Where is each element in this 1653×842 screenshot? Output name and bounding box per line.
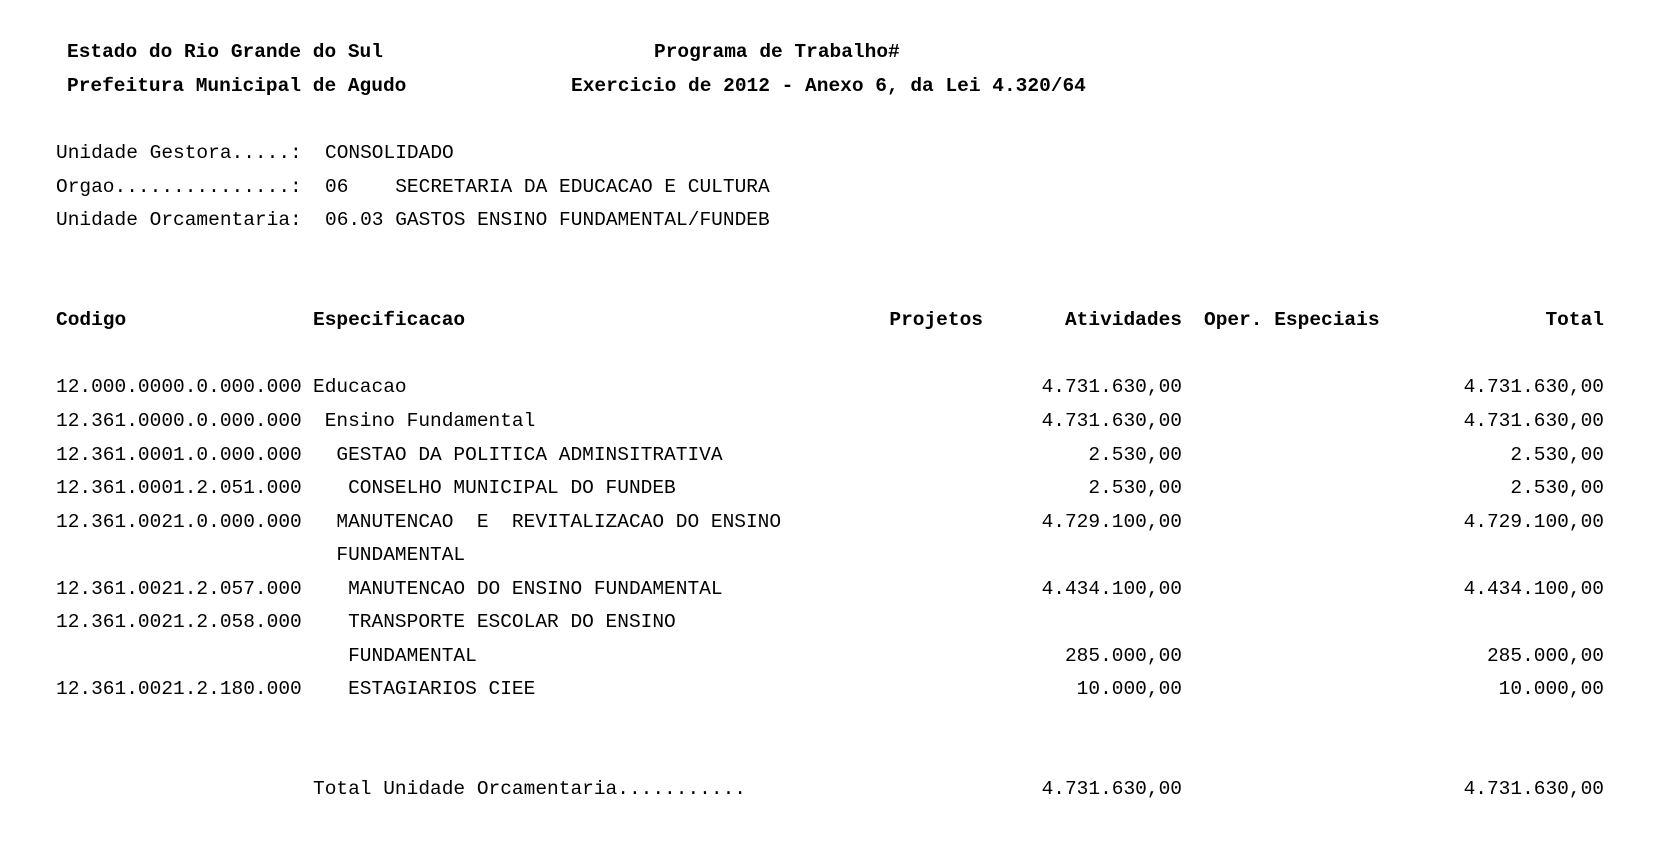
row-atividades: 285.000,00 — [1064, 645, 1182, 667]
row-total: 2.530,00 — [1510, 444, 1604, 466]
row-codigo: 12.361.0021.2.180.000 — [56, 678, 302, 700]
row-atividades: 2.530,00 — [1088, 444, 1182, 466]
row-especificacao: Ensino Fundamental — [313, 410, 536, 432]
info-value-unidade-orcamentaria: 06.03 GASTOS ENSINO FUNDAMENTAL/FUNDEB — [325, 209, 770, 231]
row-total: 4.731.630,00 — [1463, 376, 1604, 398]
row-atividades: 4.434.100,00 — [1041, 578, 1182, 600]
row-codigo: 12.361.0000.0.000.000 — [56, 410, 302, 432]
row-total: 4.434.100,00 — [1463, 578, 1604, 600]
row-codigo: 12.361.0021.0.000.000 — [56, 511, 302, 533]
row-codigo: 12.361.0021.2.057.000 — [56, 578, 302, 600]
row-especificacao: ESTAGIARIOS CIEE — [313, 678, 536, 700]
row-codigo: 12.000.0000.0.000.000 — [56, 376, 302, 398]
total-label: Total Unidade Orcamentaria........... — [313, 778, 746, 800]
row-especificacao: Educacao — [313, 376, 407, 398]
row-total: 10.000,00 — [1498, 678, 1604, 700]
row-especificacao: MANUTENCAO DO ENSINO FUNDAMENTAL — [313, 578, 723, 600]
row-total: 285.000,00 — [1486, 645, 1604, 667]
row-especificacao: GESTAO DA POLITICA ADMINSITRATIVA — [313, 444, 723, 466]
municipality-name: Prefeitura Municipal de Agudo — [67, 75, 407, 97]
info-label-orgao: Orgao...............: — [56, 176, 302, 198]
total-value: 4.731.630,00 — [1463, 778, 1604, 800]
state-name: Estado do Rio Grande do Sul — [67, 41, 383, 63]
row-total: 2.530,00 — [1510, 477, 1604, 499]
column-header-projetos: Projetos — [889, 309, 983, 331]
column-header-total: Total — [1545, 309, 1604, 331]
row-especificacao-continuation: FUNDAMENTAL — [313, 645, 477, 667]
row-codigo: 12.361.0001.0.000.000 — [56, 444, 302, 466]
row-especificacao: MANUTENCAO E REVITALIZACAO DO ENSINO — [313, 511, 782, 533]
info-label-unidade-gestora: Unidade Gestora.....: — [56, 142, 302, 164]
row-atividades: 4.729.100,00 — [1041, 511, 1182, 533]
column-header-oper-especiais: Oper. Especiais — [1204, 309, 1380, 331]
column-header-codigo: Codigo — [56, 309, 127, 331]
column-header-atividades: Atividades — [1064, 309, 1182, 331]
row-especificacao: TRANSPORTE ESCOLAR DO ENSINO — [313, 611, 676, 633]
row-especificacao-continuation: FUNDAMENTAL — [313, 544, 466, 566]
info-value-orgao: 06 SECRETARIA DA EDUCACAO E CULTURA — [325, 176, 770, 198]
row-atividades: 2.530,00 — [1088, 477, 1182, 499]
info-value-unidade-gestora: CONSOLIDADO — [325, 142, 454, 164]
row-codigo: 12.361.0021.2.058.000 — [56, 611, 302, 633]
row-total: 4.731.630,00 — [1463, 410, 1604, 432]
row-total: 4.729.100,00 — [1463, 511, 1604, 533]
report-subtitle: Exercicio de 2012 - Anexo 6, da Lei 4.320/64 — [571, 75, 1086, 97]
row-especificacao: CONSELHO MUNICIPAL DO FUNDEB — [313, 477, 676, 499]
info-label-unidade-orcamentaria: Unidade Orcamentaria: — [56, 209, 302, 231]
row-atividades: 4.731.630,00 — [1041, 410, 1182, 432]
row-atividades: 10.000,00 — [1076, 678, 1182, 700]
row-atividades: 4.731.630,00 — [1041, 376, 1182, 398]
row-codigo: 12.361.0001.2.051.000 — [56, 477, 302, 499]
total-atividades: 4.731.630,00 — [1041, 778, 1182, 800]
report-title: Programa de Trabalho# — [654, 41, 900, 63]
column-header-especificacao: Especificacao — [313, 309, 466, 331]
